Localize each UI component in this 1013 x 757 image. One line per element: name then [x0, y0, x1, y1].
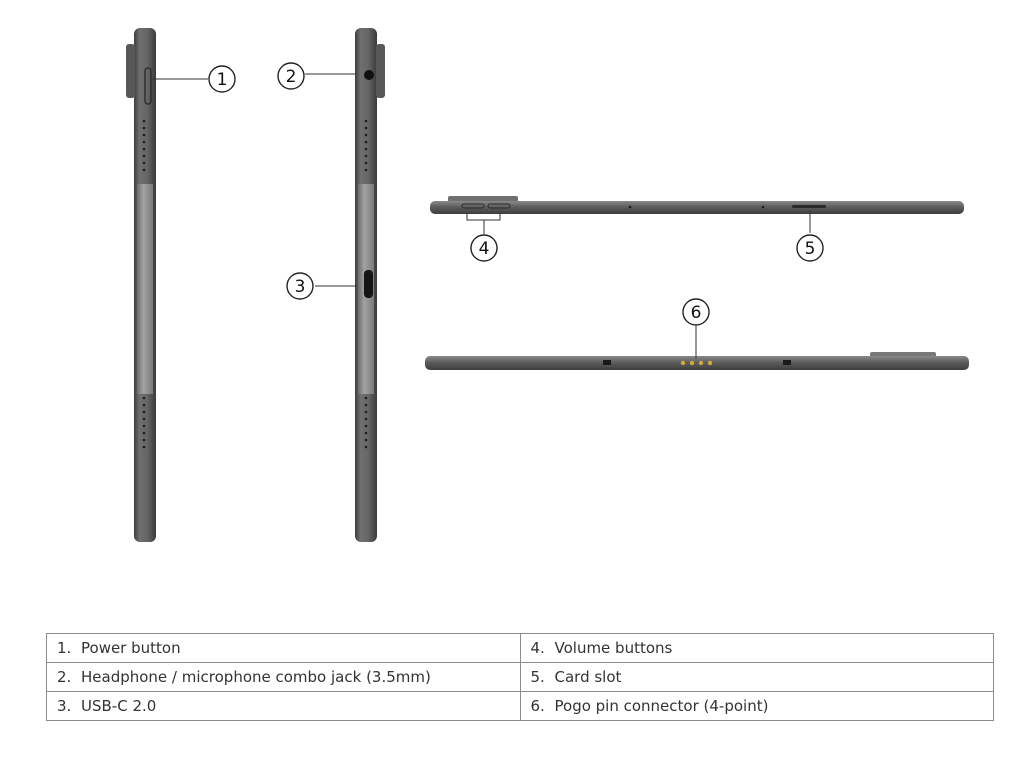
callout-6 [683, 299, 709, 325]
callout-3-number: 3 [294, 277, 306, 297]
tablet-body [425, 356, 969, 370]
callout-1 [209, 66, 235, 92]
callout-3 [287, 273, 313, 299]
tablet-bottom-edge-view [425, 352, 969, 370]
legend-number: 1. [57, 639, 72, 657]
legend-label: Pogo pin connector (4-point) [554, 697, 769, 715]
callout-2-number: 2 [285, 67, 297, 87]
keyboard-guide-slot [603, 360, 611, 365]
legend-number: 5. [530, 668, 545, 686]
callout-4-number: 4 [478, 239, 490, 259]
leader-line-4 [467, 213, 500, 220]
legend-cell [520, 692, 994, 721]
legend-cell [520, 634, 994, 663]
usb-c-port [364, 270, 373, 298]
legend-number: 4. [530, 639, 545, 657]
legend-number: 6. [530, 697, 545, 715]
card-slot [792, 205, 826, 208]
table-row [47, 692, 994, 721]
legend-label: USB-C 2.0 [81, 697, 157, 715]
callout-5 [797, 235, 823, 261]
ports-legend-table [46, 633, 994, 721]
legend-label: Volume buttons [554, 639, 673, 657]
keyboard-guide-slot [783, 360, 791, 365]
legend-number: 2. [57, 668, 72, 686]
table-row [47, 663, 994, 692]
callout-2 [278, 63, 304, 89]
legend-label: Headphone / microphone combo jack (3.5mm) [81, 668, 431, 686]
legend-label: Power button [81, 639, 181, 657]
legend-cell [520, 663, 994, 692]
callout-5-number: 5 [804, 239, 816, 259]
table-row [47, 634, 994, 663]
microphone-hole [629, 206, 632, 209]
callout-1-number: 1 [216, 70, 228, 90]
legend-cell [47, 692, 521, 721]
legend-cell [47, 634, 521, 663]
headphone-jack [364, 70, 374, 80]
tablet-side-view-left [126, 28, 156, 542]
camera-bump [126, 44, 135, 98]
tablet-side-view-right [355, 28, 385, 542]
tablet-top-edge-view [430, 196, 964, 214]
callout-4 [471, 235, 497, 261]
microphone-hole [762, 206, 765, 209]
legend-number: 3. [57, 697, 72, 715]
legend-cell [47, 663, 521, 692]
legend-label: Card slot [554, 668, 622, 686]
camera-bump [376, 44, 385, 98]
callout-6-number: 6 [690, 303, 702, 323]
tablet-light-band [137, 184, 153, 394]
